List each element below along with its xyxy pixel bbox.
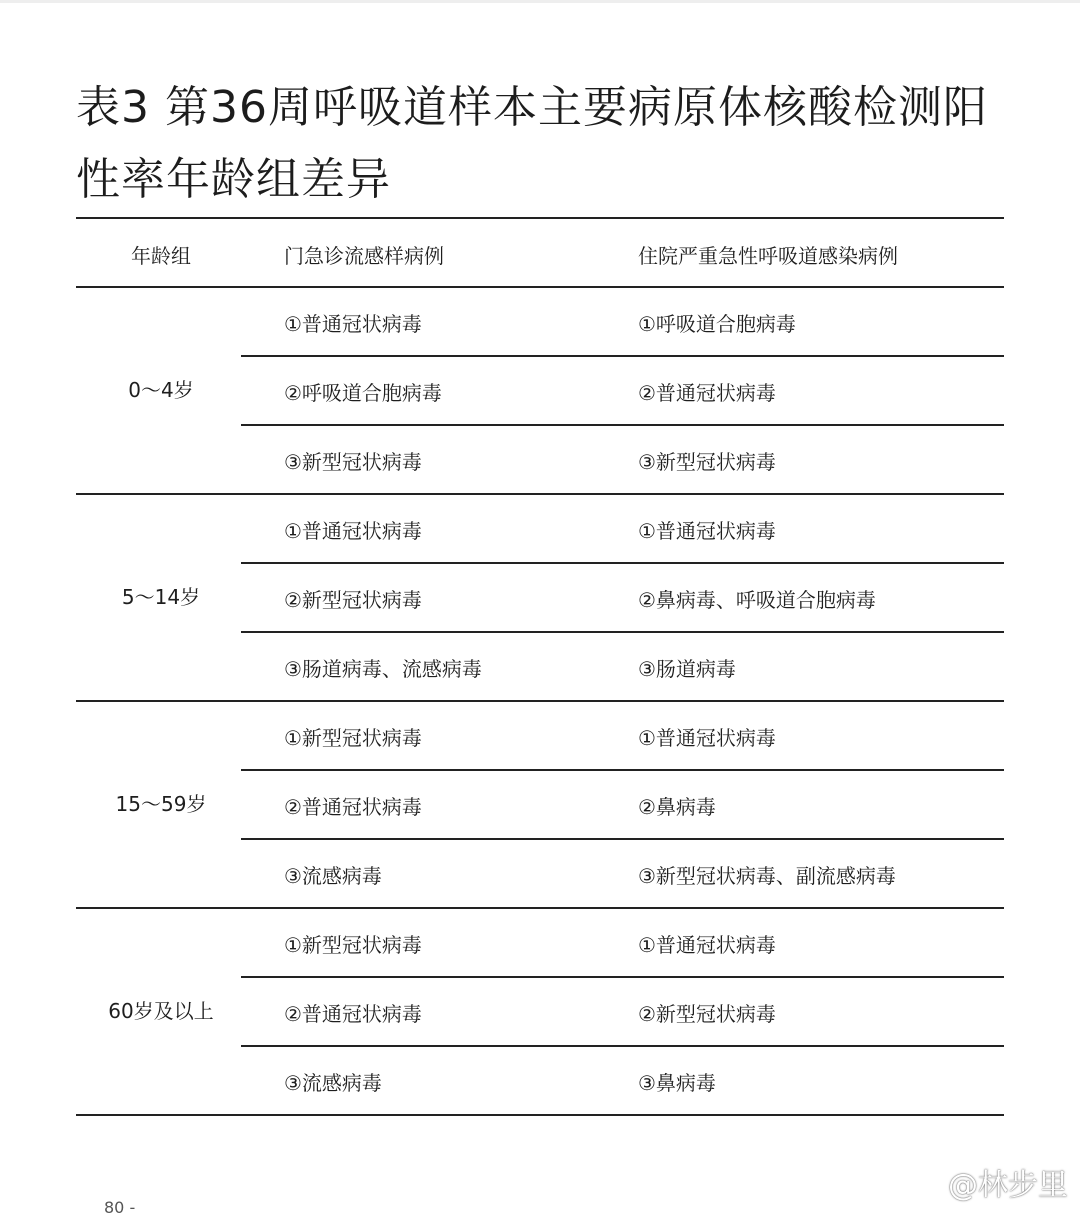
outpatient-pathogen: ①普通冠状病毒 [284,519,422,543]
header-bottom-rule [76,286,1004,288]
header-inpatient: 住院严重急性呼吸道感染病例 [638,244,898,268]
inpatient-pathogen: ①普通冠状病毒 [638,519,776,543]
title-line-1: 表3 第36周呼吸道样本主要病原体核酸检测阳 [76,82,988,133]
age-group-label: 5～14岁 [121,584,201,609]
outpatient-pathogen: ②新型冠状病毒 [284,588,422,612]
page-number: 80 - [104,1198,136,1217]
outpatient-pathogen: ②呼吸道合胞病毒 [284,381,442,405]
row-divider [241,769,1004,771]
inpatient-pathogen: ①普通冠状病毒 [638,933,776,957]
weibo-icon [906,1167,944,1197]
outpatient-pathogen: ①新型冠状病毒 [284,726,422,750]
row-divider [241,838,1004,840]
inpatient-pathogen: ③新型冠状病毒、副流感病毒 [638,864,896,888]
table-top-rule [76,217,1004,219]
age-group-label: 60岁及以上 [108,998,214,1023]
group-divider [76,700,1004,702]
header-outpatient: 门急诊流感样病例 [284,244,444,268]
watermark [906,1160,1068,1204]
outpatient-pathogen: ①普通冠状病毒 [284,312,422,336]
outpatient-pathogen: ③肠道病毒、流感病毒 [284,657,482,681]
row-divider [241,355,1004,357]
outpatient-pathogen: ③新型冠状病毒 [284,450,422,474]
group-divider [76,1114,1004,1116]
top-divider [0,0,1080,3]
inpatient-pathogen: ③鼻病毒 [638,1071,716,1095]
header-age-group: 年龄组 [131,244,191,268]
watermark-text: @林步里 [948,1168,1068,1203]
group-divider [76,493,1004,495]
inpatient-pathogen: ②新型冠状病毒 [638,1002,776,1026]
inpatient-pathogen: ③肠道病毒 [638,657,736,681]
inpatient-pathogen: ②鼻病毒 [638,795,716,819]
title-line-2: 性率年龄组差异 [76,154,391,205]
inpatient-pathogen: ②普通冠状病毒 [638,381,776,405]
inpatient-pathogen: ①呼吸道合胞病毒 [638,312,796,336]
outpatient-pathogen: ①新型冠状病毒 [284,933,422,957]
row-divider [241,976,1004,978]
row-divider [241,631,1004,633]
row-divider [241,424,1004,426]
page-title [76,72,1016,216]
age-group-label: 0～4岁 [128,377,194,402]
row-divider [241,1045,1004,1047]
inpatient-pathogen: ①普通冠状病毒 [638,726,776,750]
outpatient-pathogen: ②普通冠状病毒 [284,795,422,819]
group-divider [76,907,1004,909]
outpatient-pathogen: ②普通冠状病毒 [284,1002,422,1026]
outpatient-pathogen: ③流感病毒 [284,1071,382,1095]
inpatient-pathogen: ②鼻病毒、呼吸道合胞病毒 [638,588,876,612]
outpatient-pathogen: ③流感病毒 [284,864,382,888]
age-group-label: 15～59岁 [115,791,207,816]
inpatient-pathogen: ③新型冠状病毒 [638,450,776,474]
row-divider [241,562,1004,564]
